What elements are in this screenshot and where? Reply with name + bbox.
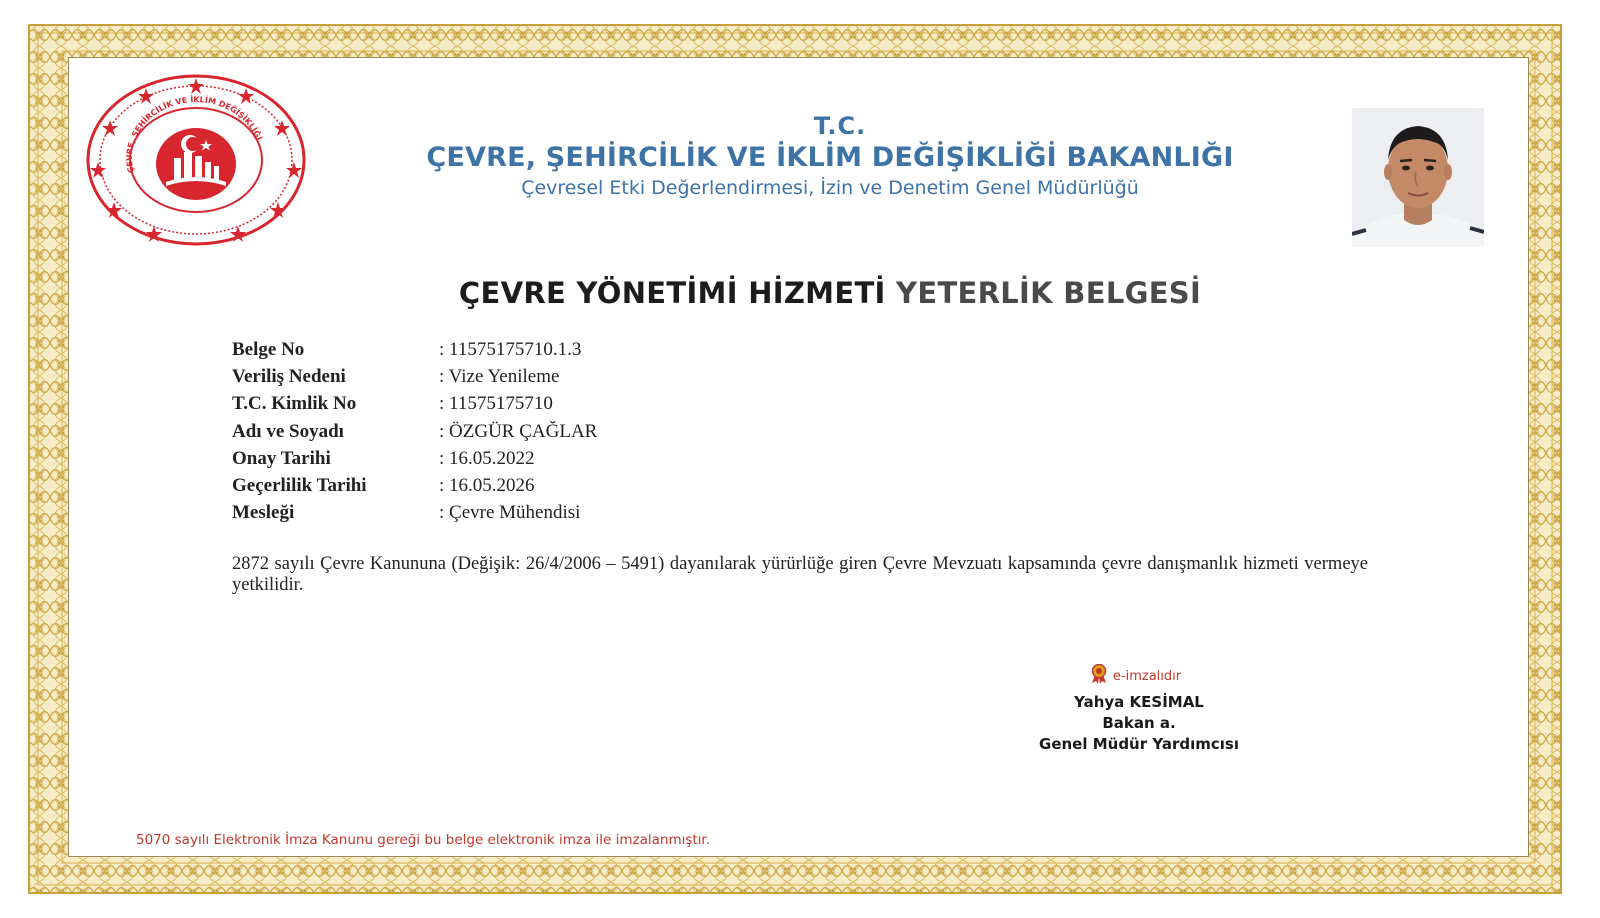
signer-name: Yahya KESİMAL — [1074, 693, 1204, 711]
field-label: Belge No — [232, 339, 305, 360]
field-label: T.C. Kimlik No — [232, 393, 357, 415]
field-row-adi-soyadi — [232, 418, 597, 445]
ministry-name: ÇEVRE, ŞEHİRCİLİK VE İKLİM DEĞİŞİKLİĞİ BAKANLIĞI — [426, 142, 1234, 173]
title-part1: ÇEVRE YÖNETİMİ HİZMETİ — [458, 276, 886, 310]
directorate-name: Çevresel Etki Değerlendirmesi, İzin ve Denetim Genel Müdürlüğü — [521, 177, 1139, 199]
field-row-verilis-nedeni — [232, 363, 597, 390]
field-row-gecerlilik-tarihi — [232, 472, 597, 499]
field-row-belge-no — [232, 336, 597, 363]
esign-label: e-imzalıdır — [1112, 668, 1182, 684]
field-label: Veriliş Nedeni — [232, 366, 346, 388]
field-row-onay-tarihi — [232, 445, 597, 472]
portrait-photo — [1352, 108, 1484, 247]
ribbon-award-icon — [1091, 664, 1107, 688]
field-value: : 11575175710.1.3 — [439, 339, 582, 360]
field-value: : 16.05.2022 — [439, 447, 535, 469]
esign-indicator — [998, 664, 1274, 688]
field-value: : Vize Yenileme — [439, 366, 560, 388]
field-value: : 11575175710 — [439, 393, 553, 415]
field-label: Onay Tarihi — [232, 447, 331, 469]
esign-law-footer: 5070 sayılı Elektronik İmza Kanunu gereği bu belge elektronik imza ile imzalanmıştır. — [136, 832, 711, 848]
signature-block — [1004, 664, 1274, 755]
field-row-meslegi — [232, 499, 597, 526]
svg-text:ÇEVRE, ŞEHİRCİLİK VE İKLİM DEĞ: ÇEVRE, ŞEHİRCİLİK VE İKLİM DEĞİŞİKLİĞİ — [124, 95, 264, 174]
authorization-paragraph: 2872 sayılı Çevre Kanununa (Değişik: 26/4/2006 – 5491) dayanılarak yürürlüğe giren Çevre Mevzuatı kapsamında çevre danışmanlık hizmeti vermeye yetkilidir. — [232, 554, 1368, 595]
field-label: Mesleği — [232, 502, 295, 524]
field-value: : 16.05.2026 — [439, 474, 535, 496]
field-label: Geçerlilik Tarihi — [232, 474, 367, 496]
signer-role-1: Bakan a. — [1102, 714, 1176, 732]
ministry-header — [300, 112, 1360, 199]
field-row-kimlik-no — [232, 390, 597, 417]
certificate-fields — [232, 336, 597, 526]
header-tc: T.C. — [813, 112, 867, 140]
title-part2: YETERLİK BELGESİ — [896, 276, 1202, 310]
signer-role-2: Genel Müdür Yardımcısı — [1039, 735, 1239, 753]
ministry-seal-logo — [86, 72, 308, 248]
field-value: : ÖZGÜR ÇAĞLAR — [439, 420, 598, 442]
certificate-title — [300, 276, 1360, 310]
field-label: Adı ve Soyadı — [232, 420, 344, 442]
field-value: : Çevre Mühendisi — [439, 502, 581, 524]
